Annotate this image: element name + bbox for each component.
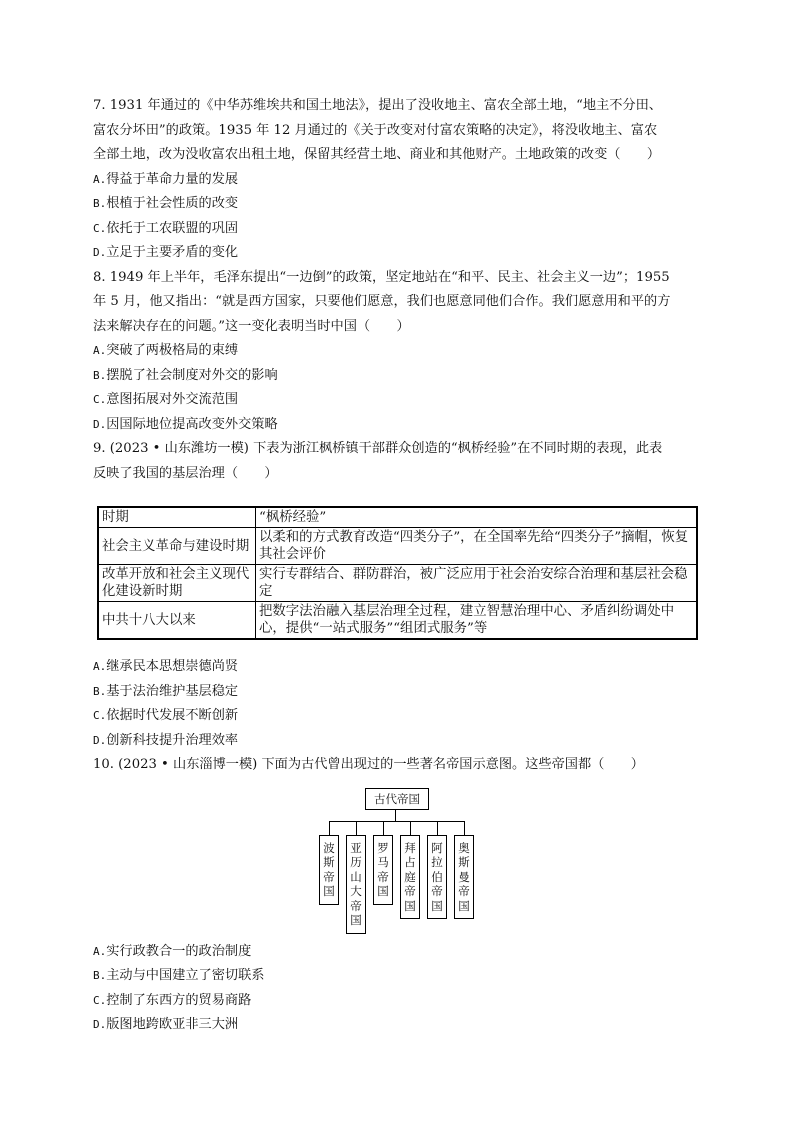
diagram-connector — [410, 821, 411, 835]
table-cell-period: 改革开放和社会主义现代化建设新时期 — [98, 565, 256, 602]
diagram-child-box: 罗马帝国 — [373, 835, 393, 905]
table-cell-experience: 以柔和的方式教育改造“四类分子”，在全国率先给“四类分子”摘帽，恢复其社会评价 — [256, 528, 698, 565]
diagram-connector — [356, 821, 357, 835]
fengqiao-table — [97, 506, 698, 640]
question-8-option-d[interactable]: D.因国际地位提高改变外交策略 — [93, 416, 278, 432]
diagram-connector — [437, 821, 438, 835]
question-9-option-b[interactable]: B.基于法治维护基层稳定 — [93, 683, 239, 699]
diagram-child-box: 波斯帝国 — [319, 835, 339, 905]
table-cell-experience: 把数字法治融入基层治理全过程，建立智慧治理中心、矛盾纠纷调处中心，提供“一站式服务”“组团式服务”等 — [256, 602, 698, 640]
diagram-connector — [329, 821, 465, 822]
table-header-experience: “枫桥经验” — [256, 507, 698, 528]
question-8-option-a[interactable]: A.突破了两极格局的束缚 — [93, 343, 239, 358]
question-9-line-2: 反映了我国的基层治理（ ） — [93, 465, 278, 481]
question-8-line-2: 年 5 月，他又指出：“就是西方国家，只要他们愿意，我们也愿意同他们合作。我们愿意用和平的方 — [93, 294, 671, 309]
empire-diagram — [93, 788, 703, 938]
diagram-child-box: 阿拉伯帝国 — [427, 835, 447, 920]
question-10-option-c[interactable]: C.控制了东西方的贸易商路 — [93, 992, 252, 1008]
question-7-line-2: 富农分坏田”的政策。1935 年 12 月通过的《关于改变对付富农策略的决定》，将没收地主、富农 — [93, 122, 658, 138]
exam-page — [93, 94, 703, 1038]
table-header-period: 时期 — [98, 507, 256, 528]
question-8-line-1: 8. 1949 年上半年，毛泽东提出“一边倒”的政策，坚定地站在“和平、民主、社会主义一边”；1955 — [93, 269, 670, 285]
table-cell-experience: 实行专群结合、群防群治，被广泛应用于社会治安综合治理和基层社会稳定 — [256, 565, 698, 602]
table-row — [98, 602, 697, 640]
question-10-line-1: 10. (2023 • 山东淄博一模) 下面为古代曾出现过的一些著名帝国示意图。这些帝国都（ ） — [93, 757, 644, 772]
diagram-connector — [464, 821, 465, 835]
question-8 — [93, 266, 703, 438]
question-7-line-3: 全部土地，改为没收富农出租土地，保留其经营土地、商业和其他财产。土地政策的改变（ ） — [93, 147, 661, 162]
question-9-option-c[interactable]: C.依据时代发展不断创新 — [93, 708, 239, 723]
question-10-option-b[interactable]: B.主动与中国建立了密切联系 — [93, 968, 265, 983]
question-7-option-b[interactable]: B.根植于社会性质的改变 — [93, 196, 239, 211]
diagram-connector — [383, 821, 384, 835]
table-cell-period: 社会主义革命与建设时期 — [98, 528, 256, 565]
diagram-connector — [395, 809, 396, 821]
question-7 — [93, 94, 703, 266]
diagram-child-box: 拜占庭帝国 — [400, 835, 420, 920]
table-row — [98, 528, 697, 565]
question-7-line-1: 7. 1931 年通过的《中华苏维埃共和国土地法》，提出了没收地主、富农全部土地，“地主不分田、 — [93, 98, 662, 113]
question-7-option-a[interactable]: A.得益于革命力量的发展 — [93, 171, 239, 187]
question-8-option-c[interactable]: C.意图拓展对外交流范围 — [93, 392, 239, 407]
question-10-option-d[interactable]: D.版图地跨欧亚非三大洲 — [93, 1017, 239, 1032]
question-9 — [93, 437, 703, 753]
question-7-option-c[interactable]: C.依托于工农联盟的巩固 — [93, 220, 239, 236]
diagram-connector — [329, 821, 330, 835]
question-8-option-b[interactable]: B.摆脱了社会制度对外交的影响 — [93, 367, 278, 383]
question-8-line-3: 法来解决存在的问题。”这一变化表明当时中国（ ） — [93, 318, 410, 334]
question-10 — [93, 753, 703, 1038]
question-7-option-d[interactable]: D.立足于主要矛盾的变化 — [93, 245, 239, 260]
question-9-line-1: 9. (2023 • 山东潍坊一模) 下表为浙江枫桥镇干部群众创造的“枫桥经验”在不同时期的表现，此表 — [93, 441, 663, 456]
table-cell-period: 中共十八大以来 — [98, 602, 256, 640]
question-9-option-d[interactable]: D.创新科技提升治理效率 — [93, 732, 239, 748]
table-row — [98, 565, 697, 602]
question-10-option-a[interactable]: A.实行政教合一的政治制度 — [93, 943, 252, 959]
diagram-child-box: 亚历山大帝国 — [346, 835, 366, 934]
table-header-row — [98, 507, 697, 528]
diagram-root-box: 古代帝国 — [365, 788, 429, 810]
diagram-child-box: 奥斯曼帝国 — [454, 835, 474, 920]
question-9-option-a[interactable]: A.继承民本思想崇德尚贤 — [93, 659, 239, 674]
